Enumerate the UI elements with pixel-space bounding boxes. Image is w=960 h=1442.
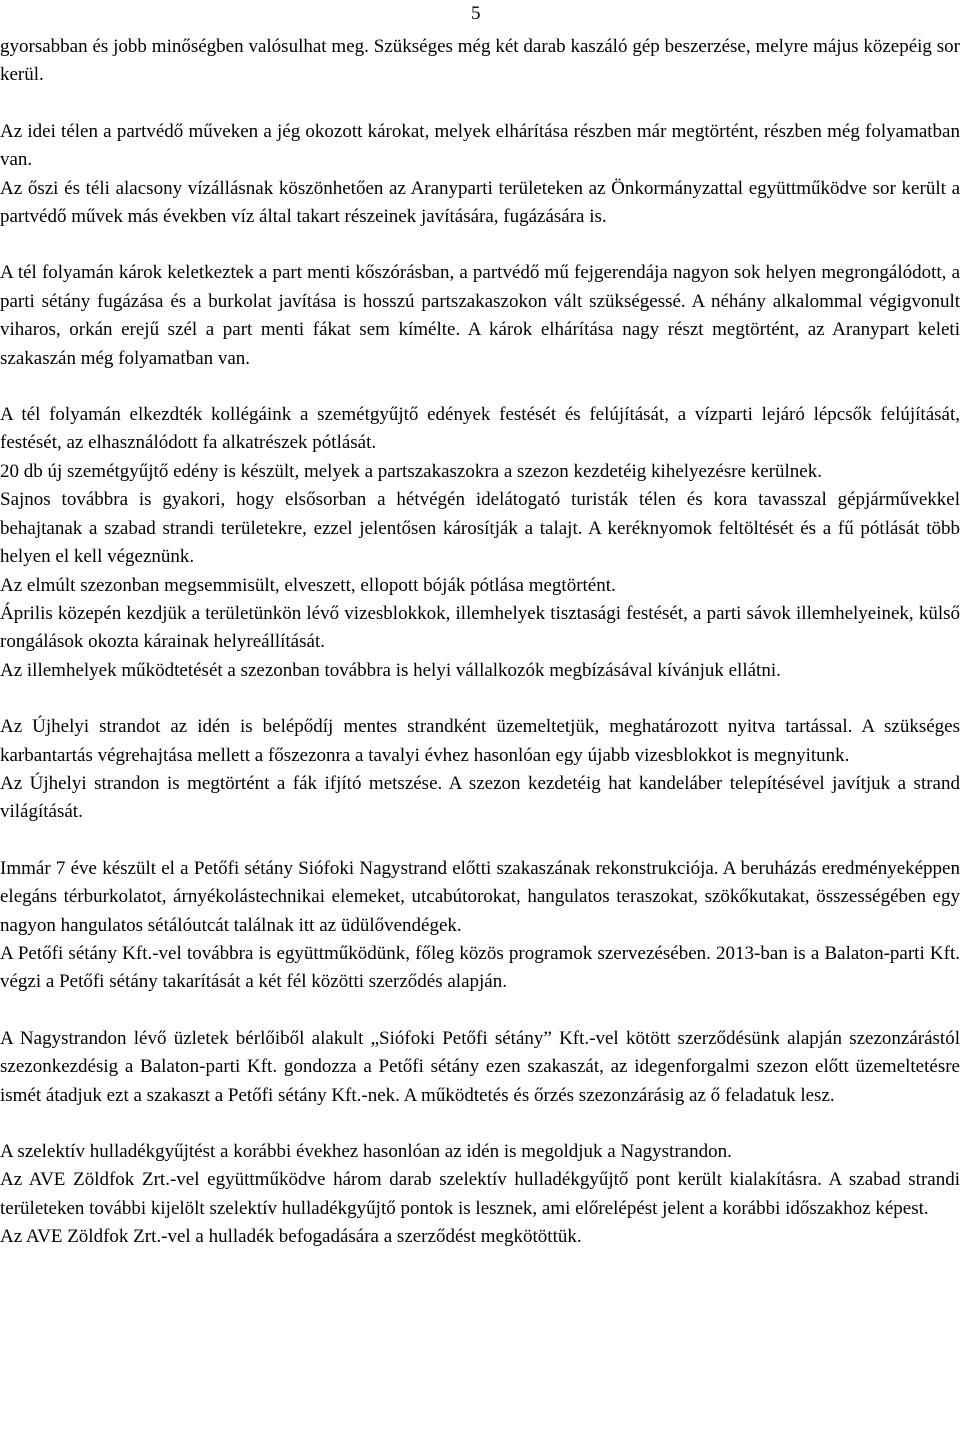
text-block [0, 259, 960, 373]
paragraph: Az elmúlt szezonban megsemmisült, elveszett, ellopott bóják pótlása megtörtént. [0, 574, 616, 596]
text-block [0, 713, 960, 827]
document-body [0, 33, 960, 1280]
paragraph: Az illemhelyek működtetését a szezonban továbbra is helyi vállalkozók megbízásával kívánjuk ellátni. [0, 659, 781, 681]
paragraph: A Nagystrandon lévő üzletek bérlőiből alakult „Siófoki Petőfi sétány” Kft.-vel kötött szerződésünk alapján szezonzárástól szezonkezdésig a Balaton-parti Kft. gondozza a Petőfi sétány ezen szakaszát, az idegenforgalmi szezon előtt üzemeltetésre ismét átadjuk ezt a szakaszt a Petőfi sétány Kft.-nek. A működtetés és őrzés szezonzárásig az ő feladatuk lesz. [0, 1027, 960, 1106]
paragraph: A Petőfi sétány Kft.-vel továbbra is együttműködünk, főleg közös programok szervezésében. 2013-ban is a Balaton-parti Kft. végzi a Petőfi sétány takarítását a két fél közötti szerződés alapján. [0, 942, 960, 993]
paragraph: Sajnos továbbra is gyakori, hogy elsősorban a hétvégén idelátogató turisták télen és kora tavasszal gépjárművekkel behajtanak a szabad strandi területekre, ezzel jelentősen károsítják a talajt. A keréknyomok feltöltését és a fű pótlását több helyen el kell végeznünk. [0, 489, 960, 568]
paragraph: A tél folyamán elkezdték kollégáink a szemétgyűjtő edények festését és felújítását, a vízparti lejáró lépcsők felújítását, festését, az elhasználódott fa alkatrészek pótlását. [0, 404, 960, 454]
paragraph: Április közepén kezdjük a területünkön lévő vizesblokkok, illemhelyek tisztasági festését, a parti sávok illemhelyeinek, külső rongálások okozta kárainak helyreállítását. [0, 602, 960, 653]
text-block [0, 33, 960, 90]
paragraph: A tél folyamán károk keletkeztek a part menti kőszórásban, a partvédő mű fejgerendája nagyon sok helyen megrongálódott, a parti sétány fugázása és a burkolat javítása is hosszú partszakaszokon vált szükségessé. A néhány alkalommal végigvonult viharos, orkán erejű szél a part menti fákat sem kímélte. A károk elhárítása nagy részt megtörtént, az Aranypart keleti szakaszán még folyamatban van. [0, 262, 960, 369]
paragraph: Immár 7 éve készült el a Petőfi sétány Siófoki Nagystrand előtti szakaszának rekonstrukciója. A beruházás eredményeképpen elegáns térburkolatot, árnyékolástechnikai elemeket, utcabútorokat, hangulatos teraszokat, szökőkutakat, összességében egy nagyon hangulatos sétálóutcát találnak itt az üdülővendégek. [0, 857, 960, 936]
text-block [0, 401, 960, 685]
text-block [0, 118, 960, 232]
paragraph: 20 db új szemétgyűjtő edény is készült, melyek a partszakaszokra a szezon kezdetéig kihelyezésre kerülnek. [0, 460, 822, 482]
paragraph: Az Újhelyi strandon is megtörtént a fák ifjító metszése. A szezon kezdetéig hat kandeláber telepítésével javítjuk a strand világítását. [0, 772, 960, 823]
text-block [0, 1025, 960, 1110]
paragraph: Az idei télen a partvédő műveken a jég okozott károkat, melyek elhárítása részben már megtörtént, részben még folyamatban van. [0, 120, 960, 171]
paragraph: Az AVE Zöldfok Zrt.-vel a hulladék befogadására a szerződést megkötöttük. [0, 1226, 582, 1248]
paragraph: Az őszi és téli alacsony vízállásnak köszönhetően az Aranyparti területeken az Önkormányzattal együttműködve sor került a partvédő művek más években víz által takart részeinek javítására, fugázására is. [0, 177, 960, 228]
paragraph: Az Újhelyi strandot az idén is belépődíj mentes strandként üzemeltetjük, meghatározott nyitva tartással. A szükséges karbantartás végrehajtása mellett a főszezonra a tavalyi évhez hasonlóan egy újabb vizesblokkot is megnyitunk. [0, 716, 960, 766]
text-block [0, 855, 960, 997]
paragraph: Az AVE Zöldfok Zrt.-vel együttműködve három darab szelektív hulladékgyűjtő pont került kialakításra. A szabad strandi területeken további kijelölt szelektív hulladékgyűjtő pontok is lesznek, ami előrelépést jelent a korábbi időszakhoz képest. [0, 1169, 960, 1219]
paragraph: gyorsabban és jobb minőségben valósulhat meg. Szükséges még két darab kaszáló gép beszerzése, melyre május közepéig sor kerül. [0, 36, 960, 86]
paragraph: A szelektív hulladékgyűjtést a korábbi évekhez hasonlóan az idén is megoldjuk a Nagystrandon. [0, 1141, 732, 1162]
page-number: 5 [471, 3, 481, 24]
text-block [0, 1138, 960, 1252]
